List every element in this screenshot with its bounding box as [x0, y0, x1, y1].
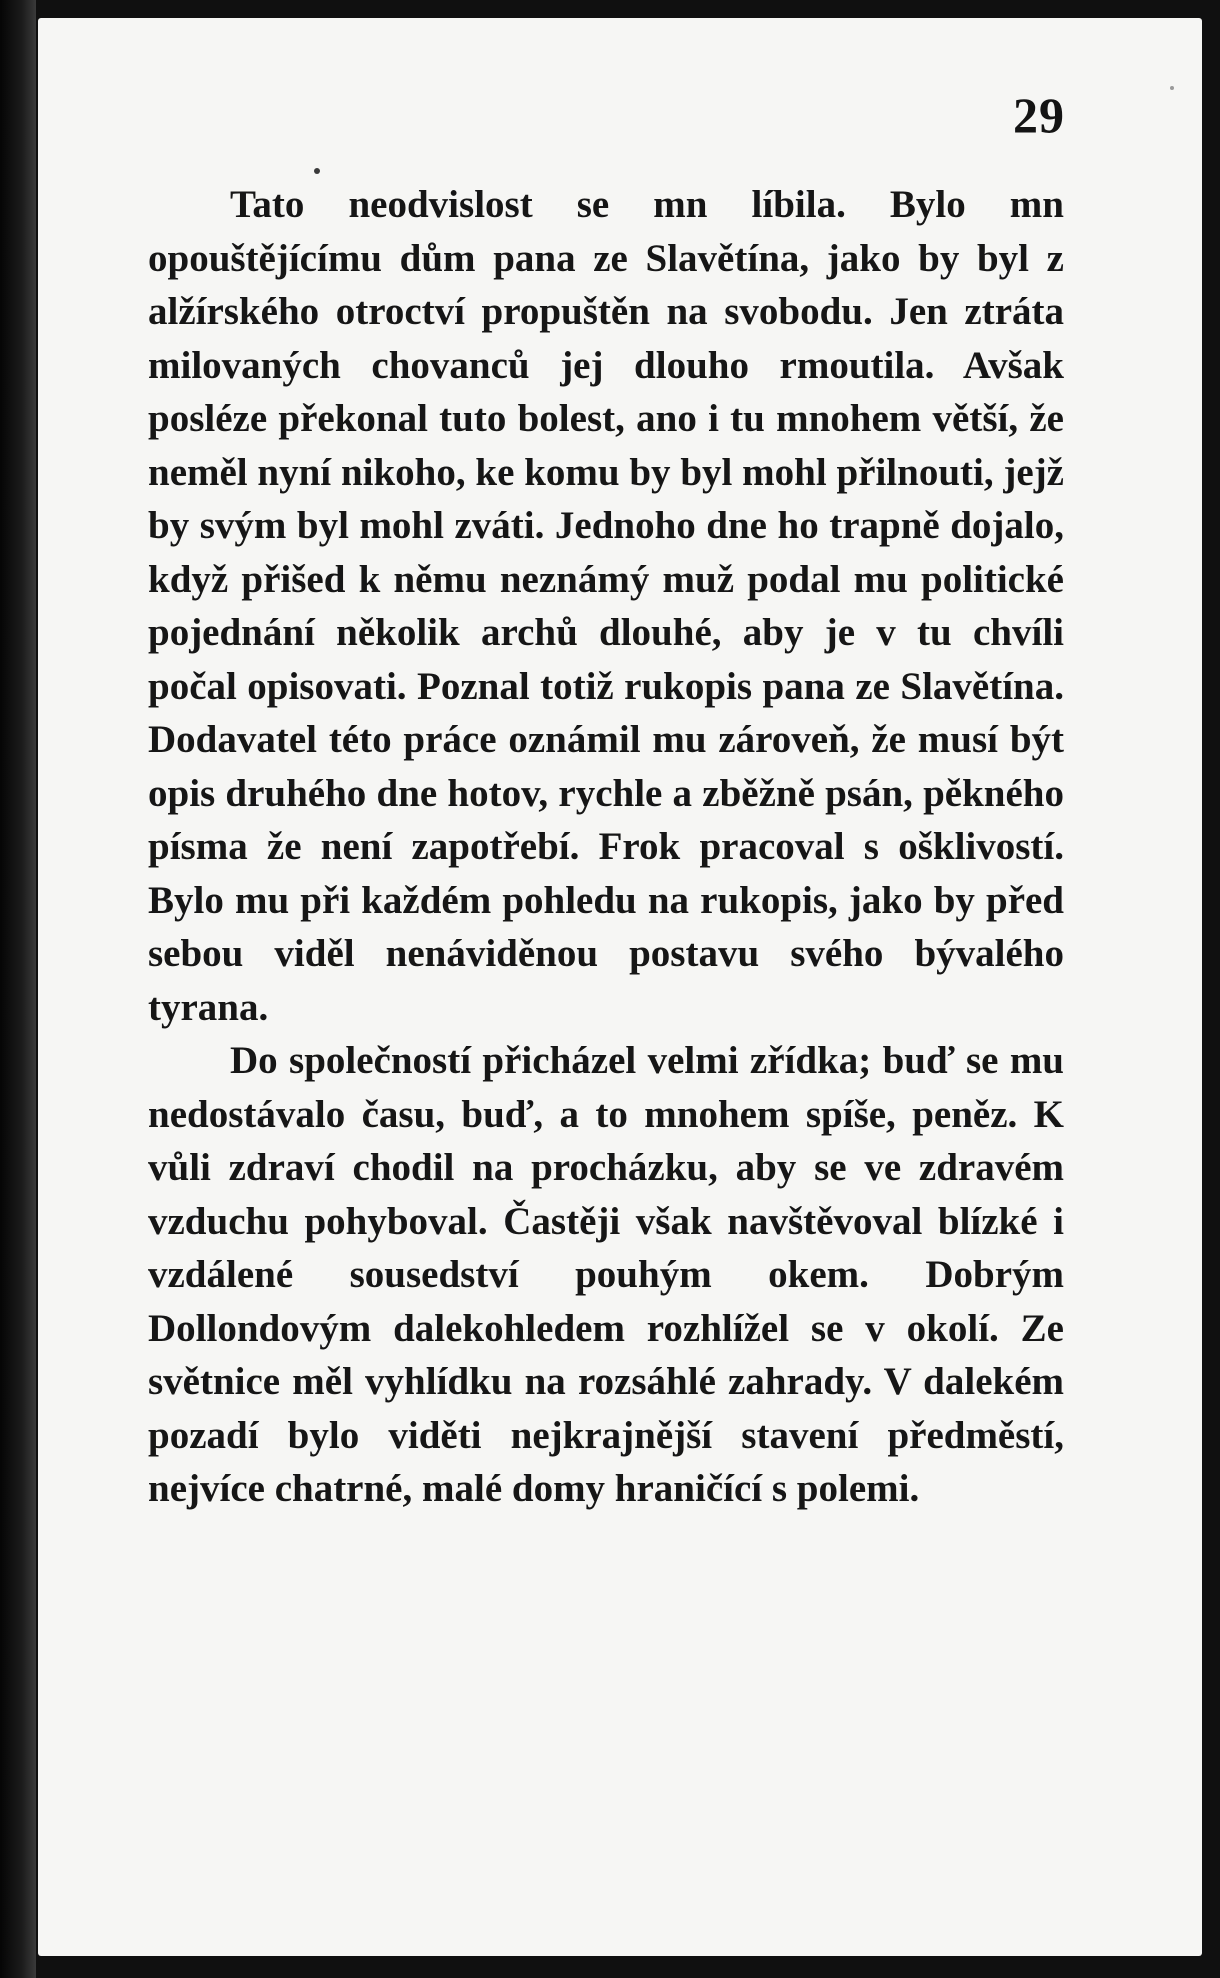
page-number: 29 — [1013, 87, 1065, 143]
print-speck — [314, 168, 320, 174]
book-spine-edge — [0, 0, 36, 1978]
paragraph-1: Tato neodvislost se mn líbila. Bylo mn opouštějícímu dům pana ze Slavětína, jako by byl z alžírského otroctví propuštěn na svobodu. Jen ztráta milovaných chovanců jej dlouho rmoutila. Avšak posléze překonal tuto bolest, ano i tu mnohem větší, že neměl nyní nikoho, ke komu by byl mohl přilnouti, jejž by svým byl mohl zváti. Jednoho dne ho trapně dojalo, když přišed k němu neznámý muž podal mu politické pojednání několik archů dlouhé, aby je v tu chvíli počal opisovati. Poznal totiž rukopis pana ze Slavětína. Dodavatel této práce oznámil mu zároveň, že musí být opis druhého dne hotov, rychle a zběžně psán, pěkného písma že není zapotřebí. Frok pracoval s ošklivostí. Bylo mu při každém pohledu na rukopis, jako by před sebou viděl nenáviděnou postavu svého bývalého tyrana. — [148, 183, 1064, 1029]
body-text — [148, 178, 1064, 1516]
print-speck — [1170, 86, 1174, 90]
paragraph-2: Do společností přicházel velmi zřídka; buď se mu nedostávalo času, buď, a to mnohem spíše, peněz. K vůli zdraví chodil na procházku, aby se ve zdravém vzduchu pohyboval. Častěji však navštěvoval blízké i vzdálené sousedství pouhým okem. Dobrým Dollondovým dalekohledem rozhlížel se v okolí. Ze světnice měl vyhlídku na rozsáhlé zahrady. V dalekém pozadí bylo viděti nejkrajnější stavení předměstí, nejvíce chatrné, malé domy hraničící s polemi. — [148, 1039, 1064, 1510]
